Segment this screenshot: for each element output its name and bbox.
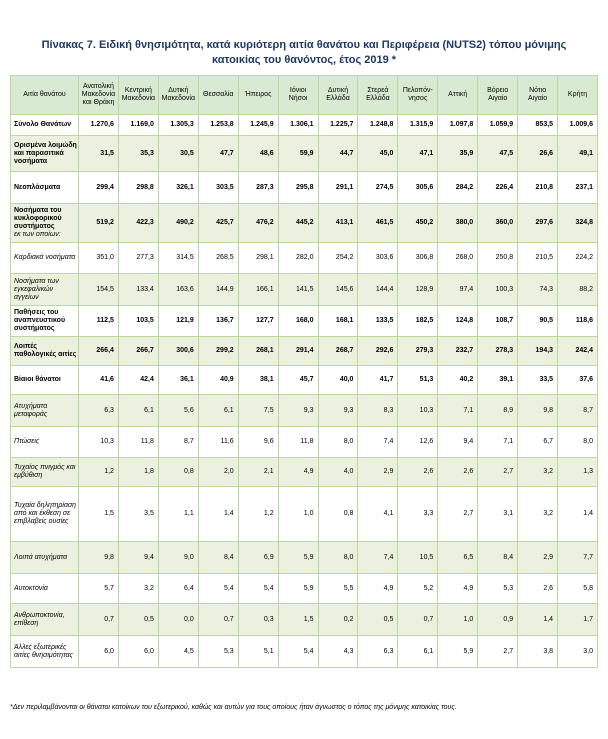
value-cell: 5,9 xyxy=(278,542,318,574)
cause-sub-label: εκ των οποίων: xyxy=(14,231,61,238)
value-cell: 0,9 xyxy=(478,604,518,636)
value-cell: 300,6 xyxy=(158,337,198,366)
value-cell: 8,7 xyxy=(558,395,598,427)
value-cell: 1,4 xyxy=(558,487,598,542)
value-cell: 31,5 xyxy=(79,136,119,172)
value-cell: 6,4 xyxy=(158,574,198,604)
value-cell: 194,3 xyxy=(518,337,558,366)
value-cell: 6,1 xyxy=(198,395,238,427)
value-cell: 299,4 xyxy=(79,172,119,204)
cause-label: Παθήσεις του αναπνευστικού συστήματος xyxy=(14,309,66,332)
value-cell: 268,5 xyxy=(198,243,238,274)
table-row xyxy=(11,337,598,366)
value-cell: 127,7 xyxy=(238,306,278,337)
value-cell: 298,8 xyxy=(118,172,158,204)
value-cell: 7,1 xyxy=(478,427,518,458)
value-cell: 136,7 xyxy=(198,306,238,337)
column-header-region: Νότιο Αιγαίο xyxy=(518,76,558,115)
value-cell: 9,8 xyxy=(79,542,119,574)
value-cell: 3,2 xyxy=(518,487,558,542)
value-cell: 3,5 xyxy=(118,487,158,542)
cause-label: Νεοπλάσματα xyxy=(14,183,61,191)
value-cell: 6,3 xyxy=(79,395,119,427)
title-line-1: Πίνακας 7. Ειδική θνησιμότητα, κατά κυριότερη αιτία θανάτου και Περιφέρεια (NUTS2) τόπου μόνιμης xyxy=(41,39,567,51)
value-cell: 274,5 xyxy=(358,172,398,204)
value-cell: 287,3 xyxy=(238,172,278,204)
value-cell: 7,4 xyxy=(358,427,398,458)
cause-label: Ανθρωποκτονία, επίθεση xyxy=(14,611,65,627)
value-cell: 3,2 xyxy=(518,458,558,487)
value-cell: 41,7 xyxy=(358,366,398,395)
value-cell: 41,6 xyxy=(79,366,119,395)
cause-cell xyxy=(11,243,79,274)
value-cell: 324,8 xyxy=(558,204,598,243)
table-row xyxy=(11,306,598,337)
value-cell: 266,7 xyxy=(118,337,158,366)
value-cell: 413,1 xyxy=(318,204,358,243)
value-cell: 103,5 xyxy=(118,306,158,337)
value-cell: 1,8 xyxy=(118,458,158,487)
value-cell: 0,0 xyxy=(158,604,198,636)
mortality-table xyxy=(10,75,598,668)
value-cell: 8,0 xyxy=(318,427,358,458)
value-cell: 0,2 xyxy=(318,604,358,636)
value-cell: 51,3 xyxy=(398,366,438,395)
value-cell: 445,2 xyxy=(278,204,318,243)
column-header-region: Δυτική Ελλάδα xyxy=(318,76,358,115)
value-cell: 118,6 xyxy=(558,306,598,337)
column-header-region: Δυτική Μακεδονία xyxy=(158,76,198,115)
value-cell: 133,4 xyxy=(118,274,158,306)
value-cell: 5,8 xyxy=(558,574,598,604)
value-cell: 88,2 xyxy=(558,274,598,306)
table-row xyxy=(11,574,598,604)
value-cell: 39,1 xyxy=(478,366,518,395)
cause-cell xyxy=(11,136,79,172)
value-cell: 298,1 xyxy=(238,243,278,274)
table-row xyxy=(11,172,598,204)
cause-label: Καρδιακά νοσήματα xyxy=(14,254,76,261)
value-cell: 40,2 xyxy=(438,366,478,395)
value-cell: 124,8 xyxy=(438,306,478,337)
value-cell: 306,8 xyxy=(398,243,438,274)
value-cell: 0,7 xyxy=(398,604,438,636)
cause-cell xyxy=(11,366,79,395)
value-cell: 0,8 xyxy=(318,487,358,542)
value-cell: 4,9 xyxy=(438,574,478,604)
column-header-region: Αττική xyxy=(438,76,478,115)
cause-label: Πτώσεις xyxy=(14,438,40,445)
value-cell: 0,7 xyxy=(79,604,119,636)
value-cell: 2,6 xyxy=(518,574,558,604)
value-cell: 226,4 xyxy=(478,172,518,204)
value-cell: 1.169,0 xyxy=(118,115,158,136)
value-cell: 1.315,9 xyxy=(398,115,438,136)
cause-label: Αυτοκτονία xyxy=(14,584,48,592)
value-cell: 10,3 xyxy=(79,427,119,458)
value-cell: 11,8 xyxy=(278,427,318,458)
value-cell: 128,9 xyxy=(398,274,438,306)
value-cell: 422,3 xyxy=(118,204,158,243)
table-row xyxy=(11,542,598,574)
value-cell: 6,0 xyxy=(79,636,119,668)
value-cell: 490,2 xyxy=(158,204,198,243)
value-cell: 112,5 xyxy=(79,306,119,337)
value-cell: 351,0 xyxy=(79,243,119,274)
value-cell: 49,1 xyxy=(558,136,598,172)
cause-cell xyxy=(11,337,79,366)
table-row xyxy=(11,204,598,243)
value-cell: 9,6 xyxy=(238,427,278,458)
value-cell: 182,5 xyxy=(398,306,438,337)
value-cell: 141,5 xyxy=(278,274,318,306)
value-cell: 5,9 xyxy=(278,574,318,604)
value-cell: 12,6 xyxy=(398,427,438,458)
value-cell: 11,8 xyxy=(118,427,158,458)
value-cell: 1,0 xyxy=(278,487,318,542)
value-cell: 144,4 xyxy=(358,274,398,306)
value-cell: 305,6 xyxy=(398,172,438,204)
cause-cell xyxy=(11,636,79,668)
value-cell: 6,0 xyxy=(118,636,158,668)
value-cell: 37,6 xyxy=(558,366,598,395)
value-cell: 1,4 xyxy=(518,604,558,636)
table-title xyxy=(0,38,608,68)
value-cell: 853,5 xyxy=(518,115,558,136)
value-cell: 6,1 xyxy=(118,395,158,427)
cause-cell xyxy=(11,458,79,487)
value-cell: 10,3 xyxy=(398,395,438,427)
column-header-region: Κεντρική Μακεδονία xyxy=(118,76,158,115)
value-cell: 166,1 xyxy=(238,274,278,306)
value-cell: 7,4 xyxy=(358,542,398,574)
value-cell: 1.270,6 xyxy=(79,115,119,136)
value-cell: 45,0 xyxy=(358,136,398,172)
table-body xyxy=(11,115,598,668)
value-cell: 9,3 xyxy=(318,395,358,427)
value-cell: 303,5 xyxy=(198,172,238,204)
value-cell: 254,2 xyxy=(318,243,358,274)
value-cell: 59,9 xyxy=(278,136,318,172)
value-cell: 7,5 xyxy=(238,395,278,427)
value-cell: 1,5 xyxy=(79,487,119,542)
value-cell: 0,5 xyxy=(118,604,158,636)
value-cell: 1.306,1 xyxy=(278,115,318,136)
value-cell: 108,7 xyxy=(478,306,518,337)
cause-label: Νοσήματα του κυκλοφορικού συστήματος xyxy=(14,207,62,230)
cause-label: Λοιπά ατυχήματα xyxy=(14,553,68,561)
header-row xyxy=(11,76,598,115)
value-cell: 145,6 xyxy=(318,274,358,306)
cause-cell xyxy=(11,115,79,136)
value-cell: 5,4 xyxy=(198,574,238,604)
title-line-2: κατοικίας του θανόντος, έτος 2019 * xyxy=(211,54,397,66)
value-cell: 299,2 xyxy=(198,337,238,366)
value-cell: 9,8 xyxy=(518,395,558,427)
cause-cell xyxy=(11,204,79,243)
value-cell: 1.305,3 xyxy=(158,115,198,136)
cause-label: Νοσήματα των εγκεφαλικών αγγείων xyxy=(14,277,59,301)
value-cell: 4,9 xyxy=(358,574,398,604)
value-cell: 5,3 xyxy=(478,574,518,604)
value-cell: 154,5 xyxy=(79,274,119,306)
value-cell: 35,9 xyxy=(438,136,478,172)
value-cell: 30,5 xyxy=(158,136,198,172)
value-cell: 266,4 xyxy=(79,337,119,366)
value-cell: 1,3 xyxy=(558,458,598,487)
value-cell: 4,1 xyxy=(358,487,398,542)
value-cell: 461,5 xyxy=(358,204,398,243)
value-cell: 5,9 xyxy=(438,636,478,668)
value-cell: 47,1 xyxy=(398,136,438,172)
value-cell: 314,5 xyxy=(158,243,198,274)
value-cell: 4,9 xyxy=(278,458,318,487)
value-cell: 380,0 xyxy=(438,204,478,243)
value-cell: 2,7 xyxy=(478,636,518,668)
value-cell: 2,7 xyxy=(438,487,478,542)
value-cell: 210,8 xyxy=(518,172,558,204)
value-cell: 44,7 xyxy=(318,136,358,172)
value-cell: 1,4 xyxy=(198,487,238,542)
table-row xyxy=(11,604,598,636)
value-cell: 5,2 xyxy=(398,574,438,604)
value-cell: 8,9 xyxy=(478,395,518,427)
value-cell: 5,5 xyxy=(318,574,358,604)
value-cell: 224,2 xyxy=(558,243,598,274)
column-header-region: Ήπειρος xyxy=(238,76,278,115)
value-cell: 7,7 xyxy=(558,542,598,574)
value-cell: 268,7 xyxy=(318,337,358,366)
value-cell: 0,5 xyxy=(358,604,398,636)
column-header-cause: Αιτία θανάτου xyxy=(11,76,79,115)
cause-label: Τυχαίος πνιγμός και εμβύθιση xyxy=(14,464,76,479)
value-cell: 1,7 xyxy=(558,604,598,636)
value-cell: 0,3 xyxy=(238,604,278,636)
value-cell: 33,5 xyxy=(518,366,558,395)
value-cell: 5,4 xyxy=(238,574,278,604)
value-cell: 2,6 xyxy=(438,458,478,487)
value-cell: 2,1 xyxy=(238,458,278,487)
value-cell: 1,5 xyxy=(278,604,318,636)
column-header-region: Ιόνιοι Νήσοι xyxy=(278,76,318,115)
value-cell: 74,3 xyxy=(518,274,558,306)
value-cell: 47,5 xyxy=(478,136,518,172)
table-row xyxy=(11,487,598,542)
table-row xyxy=(11,136,598,172)
value-cell: 3,3 xyxy=(398,487,438,542)
cause-label: Ατυχήματα μεταφοράς xyxy=(14,402,48,418)
cause-cell xyxy=(11,172,79,204)
value-cell: 268,1 xyxy=(238,337,278,366)
cause-label: Ορισμένα λοιμώδη και παρασιτικά νοσήματα xyxy=(14,141,77,165)
value-cell: 2,9 xyxy=(358,458,398,487)
value-cell: 26,6 xyxy=(518,136,558,172)
value-cell: 133,5 xyxy=(358,306,398,337)
table-row xyxy=(11,115,598,136)
value-cell: 8,0 xyxy=(558,427,598,458)
cause-label: Σύνολο Θανάτων xyxy=(14,121,72,128)
value-cell: 11,6 xyxy=(198,427,238,458)
value-cell: 250,8 xyxy=(478,243,518,274)
value-cell: 38,1 xyxy=(238,366,278,395)
cause-label: Τυχαία δηλητηρίαση από και έκθεση σε επιβλαβείς ουσίες xyxy=(14,502,77,525)
footnote: *Δεν περιλαμβάνονται οι θάνατοι κατοίκων του εξωτερικού, καθώς και αυτών για τους οποίους ήταν άγνωστος ο τόπος της μόνιμης κατοικίας τους. xyxy=(10,704,457,711)
value-cell: 295,8 xyxy=(278,172,318,204)
value-cell: 2,0 xyxy=(198,458,238,487)
value-cell: 168,0 xyxy=(278,306,318,337)
value-cell: 5,7 xyxy=(79,574,119,604)
value-cell: 425,7 xyxy=(198,204,238,243)
table-row xyxy=(11,243,598,274)
value-cell: 360,0 xyxy=(478,204,518,243)
value-cell: 278,3 xyxy=(478,337,518,366)
value-cell: 6,9 xyxy=(238,542,278,574)
value-cell: 6,3 xyxy=(358,636,398,668)
table-row xyxy=(11,427,598,458)
value-cell: 42,4 xyxy=(118,366,158,395)
value-cell: 36,1 xyxy=(158,366,198,395)
value-cell: 1.225,7 xyxy=(318,115,358,136)
value-cell: 282,0 xyxy=(278,243,318,274)
value-cell: 100,3 xyxy=(478,274,518,306)
value-cell: 297,6 xyxy=(518,204,558,243)
value-cell: 6,1 xyxy=(398,636,438,668)
cause-label: Άλλες εξωτερικές αιτίες θνησιμότητας xyxy=(14,643,73,659)
value-cell: 5,1 xyxy=(238,636,278,668)
value-cell: 291,4 xyxy=(278,337,318,366)
cause-cell xyxy=(11,574,79,604)
value-cell: 237,1 xyxy=(558,172,598,204)
value-cell: 1.097,8 xyxy=(438,115,478,136)
value-cell: 35,3 xyxy=(118,136,158,172)
value-cell: 1.248,8 xyxy=(358,115,398,136)
value-cell: 9,4 xyxy=(118,542,158,574)
value-cell: 4,0 xyxy=(318,458,358,487)
cause-cell xyxy=(11,306,79,337)
value-cell: 121,9 xyxy=(158,306,198,337)
value-cell: 292,6 xyxy=(358,337,398,366)
value-cell: 3,1 xyxy=(478,487,518,542)
value-cell: 9,3 xyxy=(278,395,318,427)
value-cell: 2,9 xyxy=(518,542,558,574)
value-cell: 1.253,8 xyxy=(198,115,238,136)
cause-cell xyxy=(11,487,79,542)
value-cell: 4,5 xyxy=(158,636,198,668)
value-cell: 1,2 xyxy=(238,487,278,542)
value-cell: 4,3 xyxy=(318,636,358,668)
value-cell: 45,7 xyxy=(278,366,318,395)
value-cell: 1,1 xyxy=(158,487,198,542)
value-cell: 8,7 xyxy=(158,427,198,458)
value-cell: 268,0 xyxy=(438,243,478,274)
value-cell: 5,4 xyxy=(278,636,318,668)
table-row xyxy=(11,274,598,306)
value-cell: 2,6 xyxy=(398,458,438,487)
value-cell: 450,2 xyxy=(398,204,438,243)
value-cell: 10,5 xyxy=(398,542,438,574)
value-cell: 8,4 xyxy=(478,542,518,574)
cause-cell xyxy=(11,542,79,574)
cause-cell xyxy=(11,274,79,306)
value-cell: 8,3 xyxy=(358,395,398,427)
value-cell: 476,2 xyxy=(238,204,278,243)
value-cell: 1.245,9 xyxy=(238,115,278,136)
column-header-region: Κρήτη xyxy=(558,76,598,115)
table-row xyxy=(11,395,598,427)
cause-label: Λοιπές παθολογικές αιτίες xyxy=(14,343,77,358)
value-cell: 40,9 xyxy=(198,366,238,395)
value-cell: 519,2 xyxy=(79,204,119,243)
value-cell: 303,6 xyxy=(358,243,398,274)
value-cell: 1.059,9 xyxy=(478,115,518,136)
value-cell: 1.009,6 xyxy=(558,115,598,136)
table-row xyxy=(11,636,598,668)
value-cell: 8,0 xyxy=(318,542,358,574)
value-cell: 8,4 xyxy=(198,542,238,574)
value-cell: 3,8 xyxy=(518,636,558,668)
column-header-region: Βόρειο Αιγαίο xyxy=(478,76,518,115)
cause-cell xyxy=(11,427,79,458)
value-cell: 40,0 xyxy=(318,366,358,395)
value-cell: 3,2 xyxy=(118,574,158,604)
value-cell: 47,7 xyxy=(198,136,238,172)
value-cell: 48,6 xyxy=(238,136,278,172)
value-cell: 9,0 xyxy=(158,542,198,574)
value-cell: 163,6 xyxy=(158,274,198,306)
value-cell: 6,5 xyxy=(438,542,478,574)
value-cell: 291,1 xyxy=(318,172,358,204)
value-cell: 3,0 xyxy=(558,636,598,668)
value-cell: 5,6 xyxy=(158,395,198,427)
value-cell: 232,7 xyxy=(438,337,478,366)
cause-label: Βίαιοι θάνατοι xyxy=(14,376,61,383)
value-cell: 242,4 xyxy=(558,337,598,366)
value-cell: 279,3 xyxy=(398,337,438,366)
value-cell: 6,7 xyxy=(518,427,558,458)
column-header-region: Ανατολική Μακεδονία και Θράκη xyxy=(79,76,119,115)
value-cell: 0,8 xyxy=(158,458,198,487)
value-cell: 168,1 xyxy=(318,306,358,337)
value-cell: 1,0 xyxy=(438,604,478,636)
value-cell: 2,7 xyxy=(478,458,518,487)
value-cell: 90,5 xyxy=(518,306,558,337)
column-header-region: Θεσσαλία xyxy=(198,76,238,115)
value-cell: 326,1 xyxy=(158,172,198,204)
value-cell: 5,3 xyxy=(198,636,238,668)
column-header-region: Πελοπόν-νησος xyxy=(398,76,438,115)
value-cell: 7,1 xyxy=(438,395,478,427)
value-cell: 277,3 xyxy=(118,243,158,274)
table-row xyxy=(11,458,598,487)
cause-cell xyxy=(11,604,79,636)
column-header-region: Στερεά Ελλάδα xyxy=(358,76,398,115)
value-cell: 1,2 xyxy=(79,458,119,487)
value-cell: 210,5 xyxy=(518,243,558,274)
value-cell: 97,4 xyxy=(438,274,478,306)
value-cell: 144,9 xyxy=(198,274,238,306)
value-cell: 9,4 xyxy=(438,427,478,458)
value-cell: 0,7 xyxy=(198,604,238,636)
table-row xyxy=(11,366,598,395)
cause-cell xyxy=(11,395,79,427)
value-cell: 284,2 xyxy=(438,172,478,204)
